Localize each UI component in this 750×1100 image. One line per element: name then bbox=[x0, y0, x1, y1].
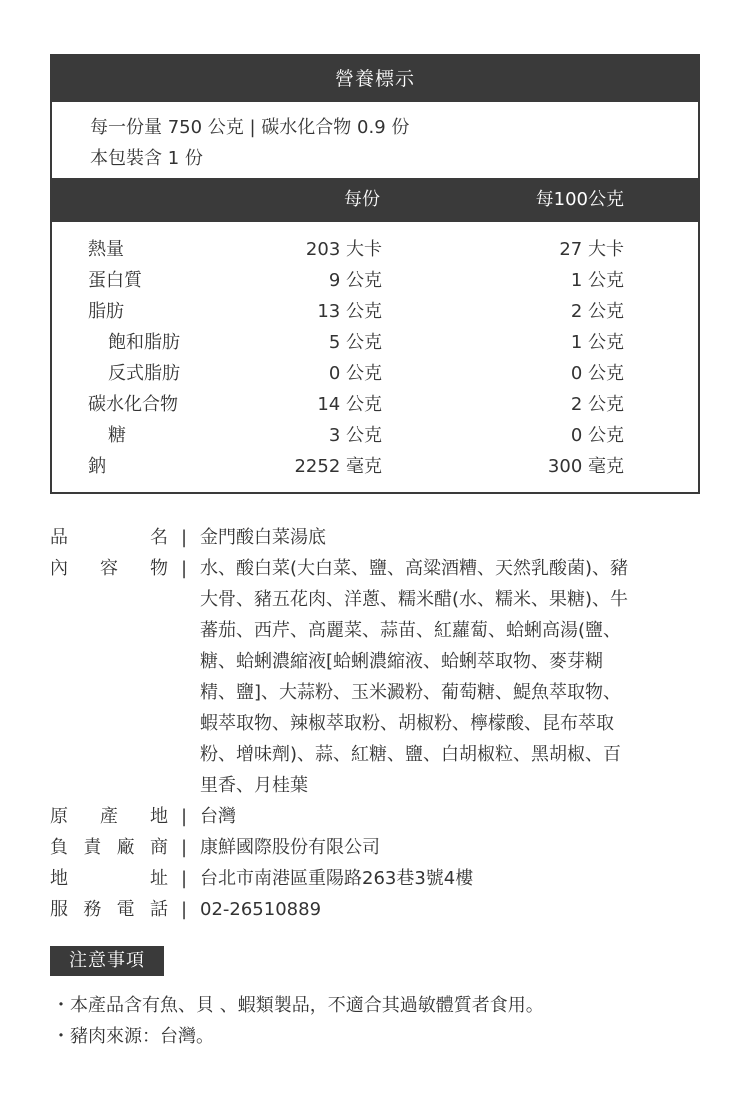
separator: | bbox=[181, 899, 188, 920]
row-label: 蛋白質 bbox=[88, 270, 142, 291]
nutrition-rows bbox=[52, 222, 698, 482]
row-per-100g: 0 公克 bbox=[570, 363, 624, 384]
key-char: 責 bbox=[83, 837, 102, 858]
key-char: 負 bbox=[50, 837, 68, 858]
key-char: 廠 bbox=[116, 837, 135, 858]
separator: | bbox=[181, 558, 188, 579]
row-per-100g: 27 大卡 bbox=[559, 239, 624, 260]
separator: | bbox=[181, 868, 188, 889]
info-manufacturer bbox=[50, 832, 700, 863]
contents-line: 水、酸白菜(大白菜、鹽、高粱酒糟、天然乳酸菌)、豬 bbox=[200, 558, 629, 579]
info-value bbox=[200, 553, 695, 801]
row-per-100g: 1 公克 bbox=[570, 270, 624, 291]
key-char: 產 bbox=[100, 806, 118, 827]
key-char: 物 bbox=[150, 558, 168, 579]
nutrition-row-fat bbox=[52, 296, 698, 327]
row-per-serving: 13 公克 bbox=[317, 301, 382, 322]
info-value: 02-26510889 bbox=[200, 899, 322, 920]
serving-info bbox=[52, 102, 698, 178]
contents-line: 里香、月桂葉 bbox=[200, 775, 308, 796]
info-address bbox=[50, 863, 700, 894]
row-per-100g: 0 公克 bbox=[570, 425, 624, 446]
row-per-100g: 2 公克 bbox=[570, 394, 624, 415]
key-char: 址 bbox=[150, 868, 168, 889]
row-label: 脂肪 bbox=[88, 301, 124, 322]
info-phone bbox=[50, 894, 700, 925]
row-label: 熱量 bbox=[88, 239, 124, 260]
notice-title: 注意事項 bbox=[50, 946, 164, 976]
row-per-100g: 300 毫克 bbox=[547, 456, 624, 477]
row-per-serving: 3 公克 bbox=[328, 425, 382, 446]
row-label: 鈉 bbox=[88, 456, 106, 477]
row-per-100g: 1 公克 bbox=[570, 332, 624, 353]
nutrition-row-carbohydrate bbox=[52, 389, 698, 420]
notice-item: ・本產品含有魚、貝 、蝦類製品，不適合其過敏體質者食用。 bbox=[52, 995, 544, 1016]
info-value: 台灣 bbox=[200, 806, 236, 827]
row-label: 碳水化合物 bbox=[88, 394, 178, 415]
nutrition-row-trans-fat bbox=[52, 358, 698, 389]
notice-item: ・豬肉來源：台灣。 bbox=[52, 1026, 214, 1047]
row-per-serving: 9 公克 bbox=[328, 270, 382, 291]
key-char: 電 bbox=[116, 899, 135, 920]
info-value: 金門酸白菜湯底 bbox=[200, 527, 326, 548]
info-product-name bbox=[50, 522, 700, 553]
serving-size: 每一份量 750 公克 | 碳水化合物 0.9 份 bbox=[90, 117, 410, 138]
info-key bbox=[50, 863, 168, 894]
row-label: 飽和脂肪 bbox=[108, 332, 180, 353]
row-label: 糖 bbox=[108, 425, 126, 446]
info-key bbox=[50, 522, 168, 553]
info-key bbox=[50, 801, 168, 832]
row-per-serving: 14 公克 bbox=[317, 394, 382, 415]
col-per-100g: 每100公克 bbox=[535, 189, 624, 210]
row-per-serving: 0 公克 bbox=[328, 363, 382, 384]
separator: | bbox=[181, 806, 188, 827]
nutrition-row-saturated-fat bbox=[52, 327, 698, 358]
separator: | bbox=[181, 837, 188, 858]
contents-line: 糖、蛤蜊濃縮液[蛤蜊濃縮液、蛤蜊萃取物、麥芽糊 bbox=[200, 651, 604, 672]
contents-line: 蝦萃取物、辣椒萃取粉、胡椒粉、檸檬酸、昆布萃取 bbox=[200, 713, 614, 734]
nutrition-row-sugar bbox=[52, 420, 698, 451]
contents-line: 蕃茄、西芹、高麗菜、蒜苗、紅蘿蔔、蛤蜊高湯(鹽、 bbox=[200, 620, 622, 641]
key-char: 務 bbox=[83, 899, 102, 920]
info-value: 康鮮國際股份有限公司 bbox=[200, 837, 380, 858]
info-origin bbox=[50, 801, 700, 832]
info-key bbox=[50, 832, 168, 863]
row-per-serving: 2252 毫克 bbox=[294, 456, 382, 477]
contents-line: 精、鹽]、大蒜粉、玉米澱粉、葡萄糖、鯷魚萃取物、 bbox=[200, 682, 622, 703]
key-char: 品 bbox=[50, 527, 68, 548]
key-char: 內 bbox=[50, 558, 68, 579]
info-key bbox=[50, 553, 168, 584]
row-label: 反式脂肪 bbox=[108, 363, 180, 384]
info-value: 台北市南港區重陽路263巷3號4樓 bbox=[200, 868, 474, 889]
key-char: 地 bbox=[150, 806, 168, 827]
nutrition-row-protein bbox=[52, 265, 698, 296]
key-char: 地 bbox=[50, 868, 68, 889]
info-contents bbox=[50, 553, 700, 801]
contents-line: 大骨、豬五花肉、洋蔥、糯米醋(水、糯米、果糖)、牛 bbox=[200, 589, 629, 610]
product-info bbox=[50, 522, 700, 925]
column-header bbox=[52, 178, 698, 222]
separator: | bbox=[181, 527, 188, 548]
key-char: 容 bbox=[100, 558, 118, 579]
key-char: 服 bbox=[50, 899, 68, 920]
contents-line: 粉、增味劑)、蒜、紅糖、鹽、白胡椒粒、黑胡椒、百 bbox=[200, 744, 622, 765]
key-char: 商 bbox=[149, 837, 168, 858]
nutrition-table bbox=[50, 54, 700, 494]
nutrition-title: 營養標示 bbox=[52, 56, 698, 102]
row-per-serving: 203 大卡 bbox=[305, 239, 382, 260]
nutrition-row-energy bbox=[52, 234, 698, 265]
nutrition-row-sodium bbox=[52, 451, 698, 482]
key-char: 原 bbox=[50, 806, 68, 827]
row-per-serving: 5 公克 bbox=[328, 332, 382, 353]
col-per-serving: 每份 bbox=[344, 189, 380, 210]
info-key bbox=[50, 894, 168, 925]
row-per-100g: 2 公克 bbox=[570, 301, 624, 322]
servings-per-pack: 本包裝含 1 份 bbox=[90, 148, 203, 169]
notice-list bbox=[52, 990, 544, 1052]
key-char: 名 bbox=[150, 527, 168, 548]
key-char: 話 bbox=[149, 899, 168, 920]
